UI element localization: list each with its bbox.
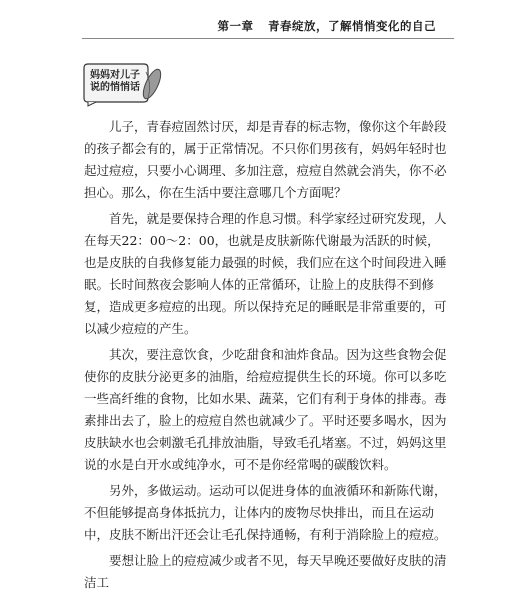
- badge-line-1: 妈妈对儿子: [90, 70, 140, 81]
- badge-label: [90, 70, 146, 94]
- body-text: [84, 116, 450, 598]
- header-rule: [82, 38, 454, 39]
- paragraph: 儿子，青春痘固然讨厌，却是青春的标志物，像你这个年龄段的孩子都会有的，属于正常情况。不只你们男孩有，妈妈年轻时也起过痘痘，只要小心调理、多加注意，痘痘自然就会消失，你不必担心。那么，你在生活中要注意哪几个方面呢？: [84, 119, 447, 200]
- chapter-number: 第一章: [217, 19, 254, 33]
- paragraph: 首先，就是要保持合理的作息习惯。科学家经过研究发现，人在每天22：00～2：00，也就是皮肤新陈代谢最为活跃的时候，也是皮肤的自我修复能力最强的时候，我们应在这个时间段进入睡眠。长时间熬夜会影响人体的正常循环，让脸上的皮肤得不到修复，造成更多痘痘的出现。所以保持充足的睡眠是非常重要的，可以减少痘痘的产生。: [84, 211, 447, 336]
- running-header: [217, 18, 436, 34]
- chapter-title: 青春绽放，了解悄悄变化的自己: [268, 19, 436, 33]
- paragraph: 另外，多做运动。运动可以促进身体的血液循环和新陈代谢，不但能够提高身体抵抗力，让体内的废物尽快排出，而且在运动中，皮肤不断出汗还会让毛孔保持通畅，有利于消除脸上的痘痘。: [84, 483, 447, 542]
- section-badge: [82, 62, 162, 108]
- paragraph: 要想让脸上的痘痘减少或者不见，每天早晚还要做好皮肤的清洁工: [84, 553, 447, 590]
- badge-line-2: 说的悄悄话: [90, 82, 140, 93]
- paragraph: 其次，要注意饮食，少吃甜食和油炸食品。因为这些食物会促使你的皮肤分泌更多的油脂，给痘痘提供生长的环境。你可以多吃一些高纤维的食物，比如水果、蔬菜，它们有利于身体的排毒。毒素排出去了，脸上的痘痘自然也就减少了。平时还要多喝水，因为皮肤缺水也会刺激毛孔排放油脂，导致毛孔堵塞。不过，妈妈这里说的水是白开水或纯净水，可不是你经常喝的碳酸饮料。: [84, 347, 447, 472]
